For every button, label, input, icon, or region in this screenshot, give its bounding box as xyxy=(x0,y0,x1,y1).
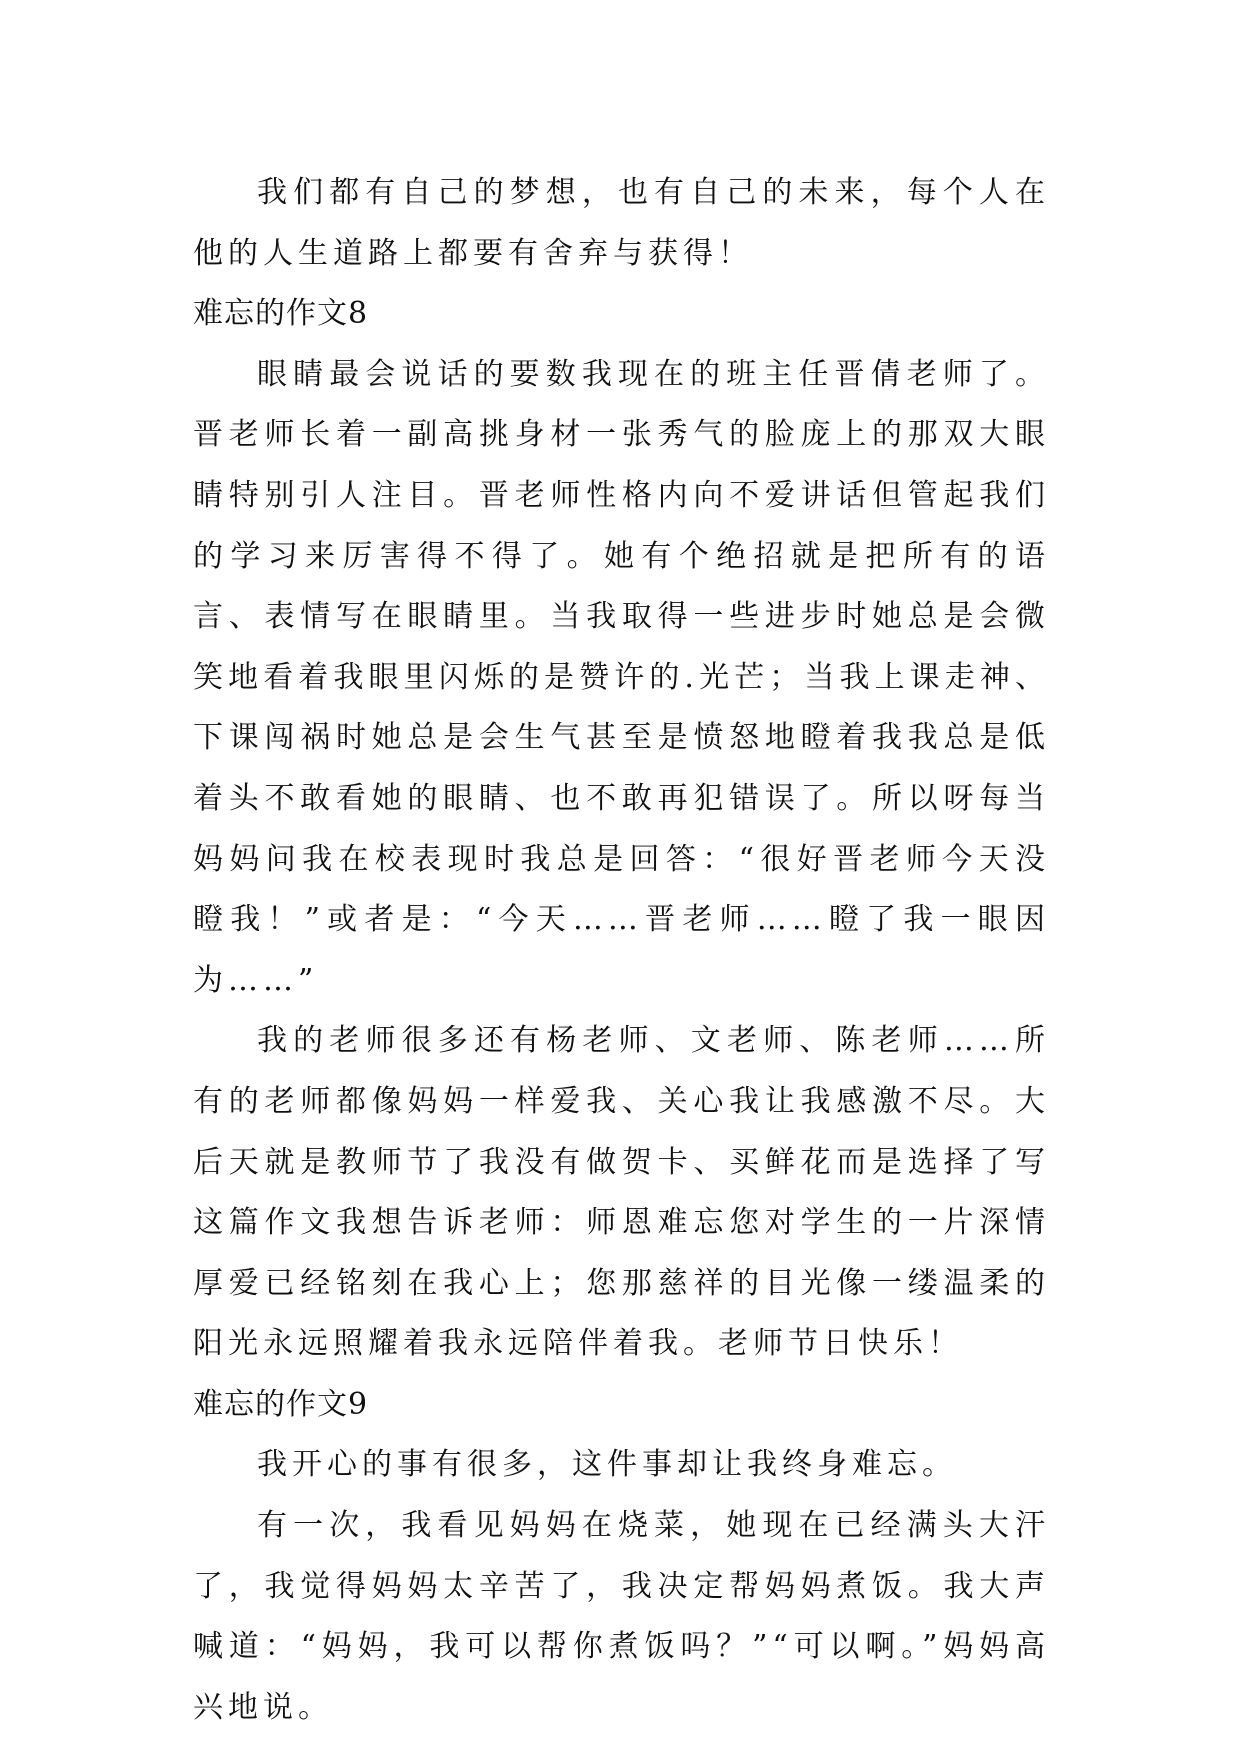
paragraph: 眼睛最会说话的要数我现在的班主任晋倩老师了。晋老师长着一副高挑身材一张秀气的脸庞上的那双大眼睛特别引人注目。晋老师性格内向不爱讲话但管起我们的学习来厉害得不得了。她有个绝招就是把所有的语言、表情写在眼睛里。当我取得一些进步时她总是会微笑地看着我眼里闪烁的是赞许的.光芒；当我上课走神、下课闯祸时她总是会生气甚至是愤怒地瞪着我我总是低着头不敢看她的眼睛、也不敢再犯错误了。所以呀每当妈妈问我在校表现时我总是回答：“很好晋老师今天没瞪我！”或者是：“今天……晋老师……瞪了我一眼因为……” xyxy=(193,356,1050,998)
paragraph: 我们都有自己的梦想，也有自己的未来，每个人在他的人生道路上都要有舍弃与获得！ xyxy=(193,175,1050,271)
paragraph: 我的老师很多还有杨老师、文老师、陈老师……所有的老师都像妈妈一样爱我、关心我让我感激不尽。大后天就是教师节了我没有做贺卡、买鲜花而是选择了写这篇作文我想告诉老师：师恩难忘您对学生的一片深情厚爱已经铭刻在我心上；您那慈祥的目光像一缕温柔的阳光永远照耀着我永远陪伴着我。老师节日快乐！ xyxy=(193,1023,1050,1362)
section-heading: 难忘的作文9 xyxy=(193,1386,369,1422)
paragraph: 我开心的事有很多，这件事却让我终身难忘。 xyxy=(257,1447,957,1483)
document-body xyxy=(193,163,1050,1738)
paragraph: 有一次，我看见妈妈在烧菜，她现在已经满头大汗了，我觉得妈妈太辛苦了，我决定帮妈妈煮饭。我大声喊道：“妈妈，我可以帮你煮饭吗？”“可以啊。”妈妈高兴地说。 xyxy=(193,1508,1050,1725)
section-heading: 难忘的作文8 xyxy=(193,296,369,332)
